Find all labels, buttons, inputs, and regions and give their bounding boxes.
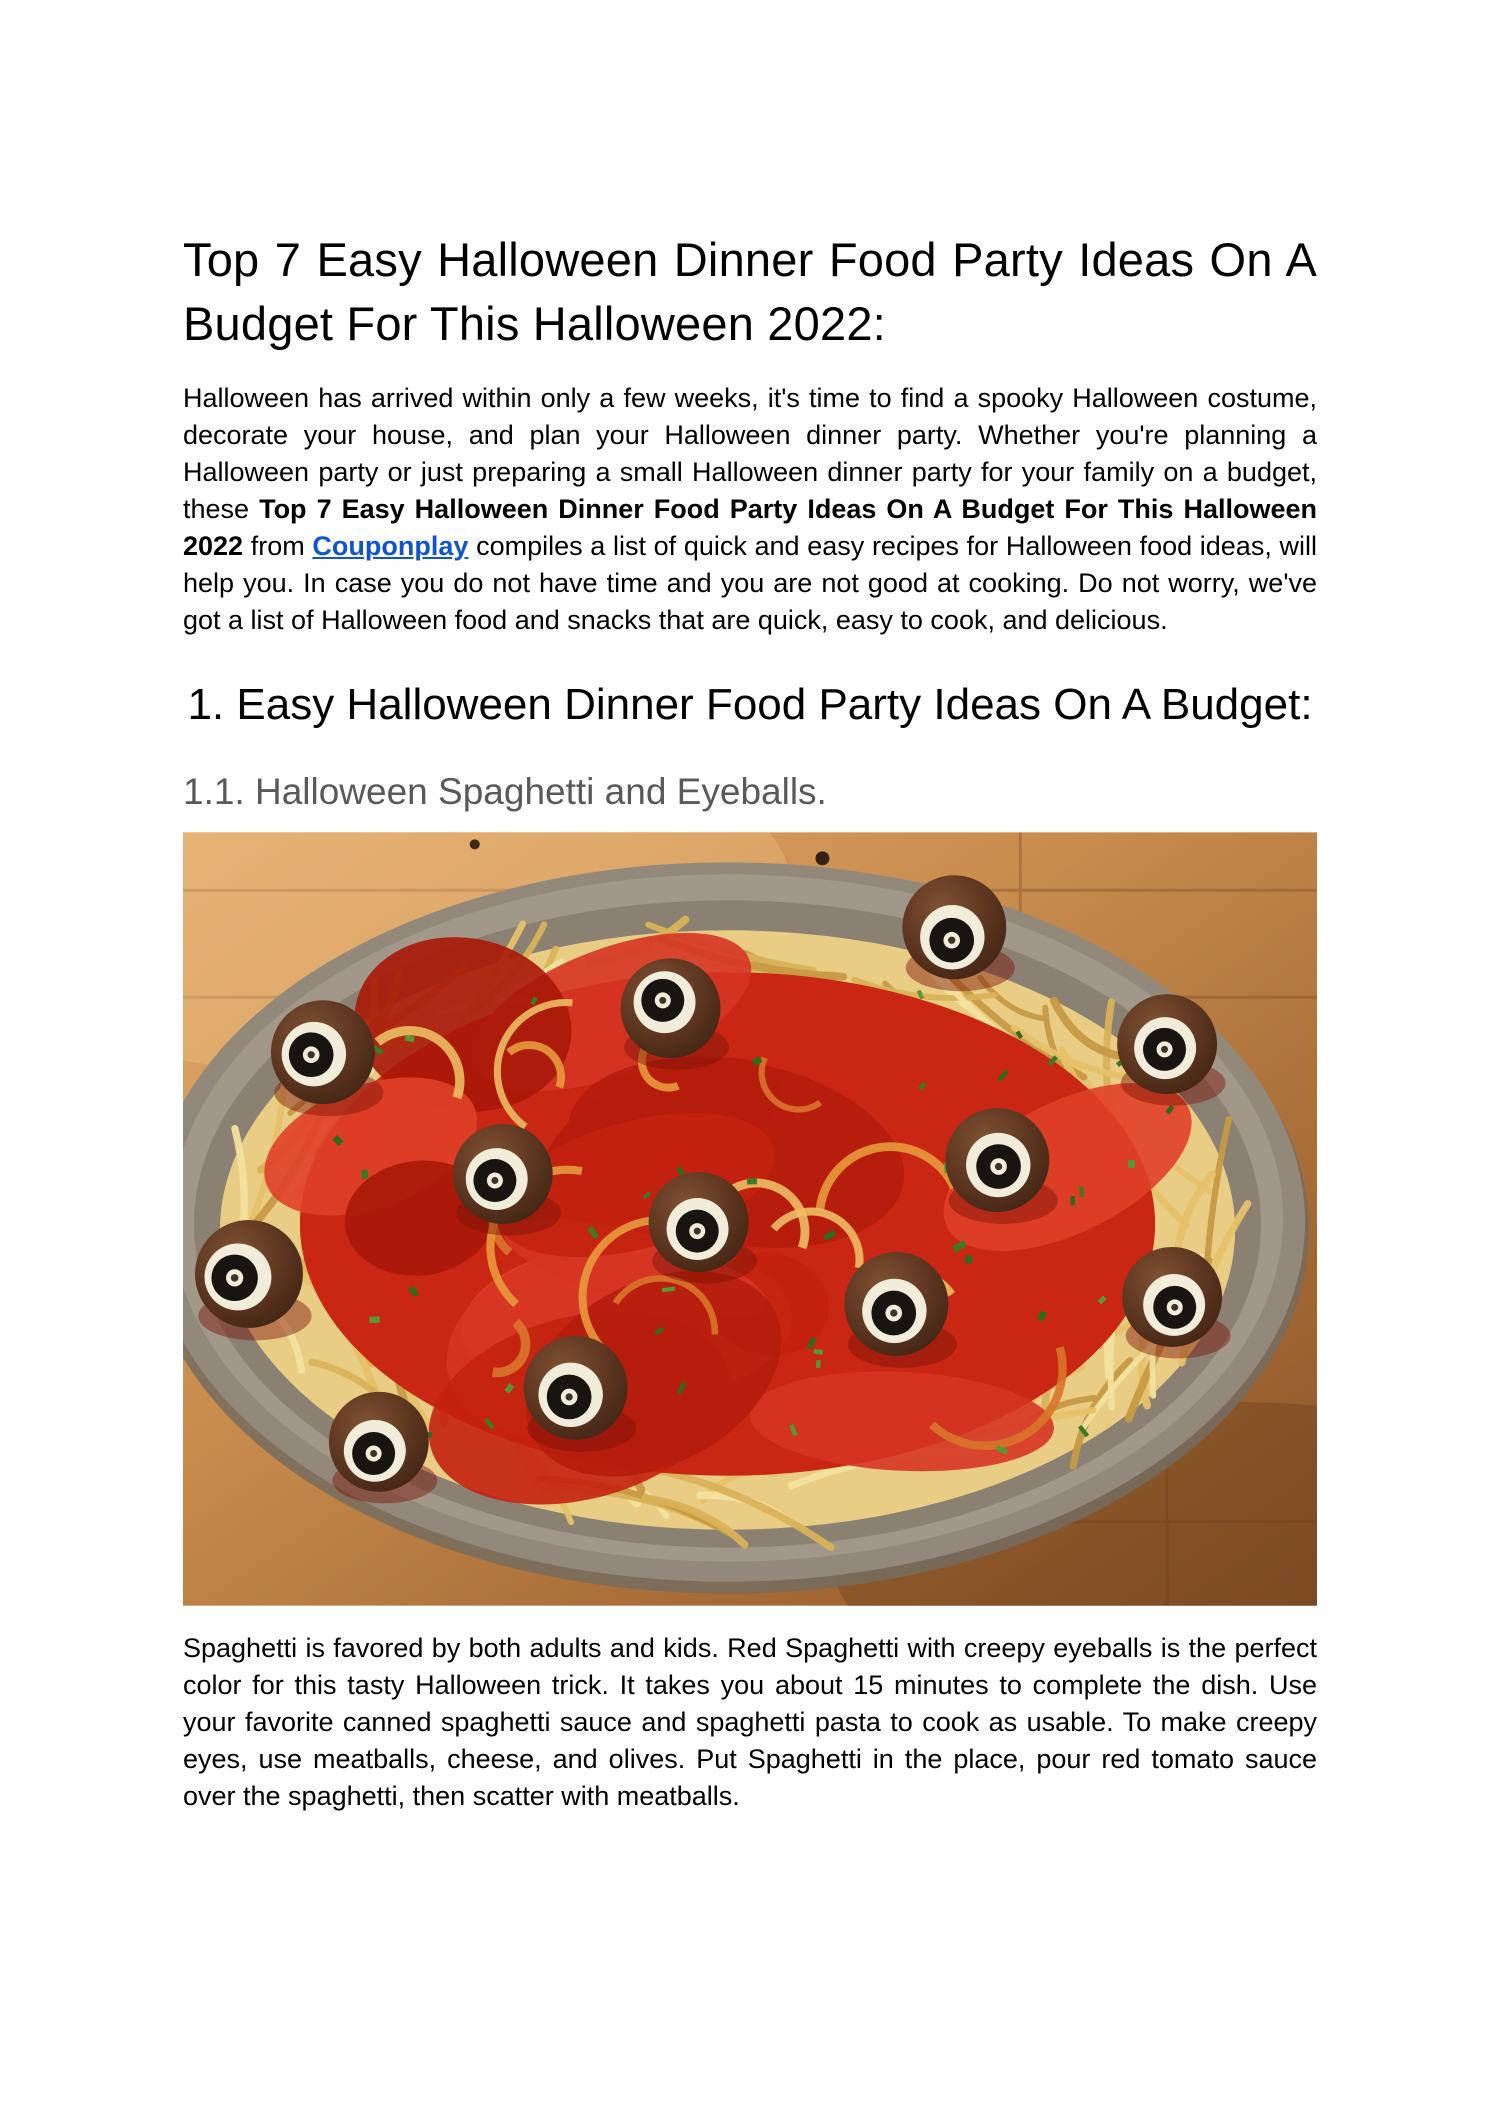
document-content (183, 0, 1317, 1815)
body-text: from (243, 531, 313, 561)
body-text: Halloween has arrived within only a few weeks, it's time to find a spooky Halloween costume, decorate your house, and plan your Halloween dinner party. Whether you're planning a Halloween party or just preparing a small Halloween dinner party for your family on a budget, these (183, 383, 1317, 524)
article-title: Top 7 Easy Halloween Dinner Food Party Ideas On A Budget For This Halloween 2022: (183, 233, 1317, 350)
body-text: compiles a list of quick and easy recipes for Halloween food ideas, will help you. In case you do not have time and you are not good at cooking. Do not worry, we've got a list of Halloween food and snacks that are quick, easy to cook, and delicious. (183, 531, 1317, 635)
bold-text: Top 7 Easy Halloween Dinner Food Party Ideas On A Budget For This Halloween 2022 (183, 494, 1317, 561)
intro-paragraph (183, 380, 1317, 639)
section-heading: 1. Easy Halloween Dinner Food Party Ideas On A Budget: (187, 680, 1313, 729)
subsection-heading: 1.1. Halloween Spaghetti and Eyeballs. (183, 771, 827, 812)
peppercorn (470, 839, 480, 849)
recipe-photo-figure (183, 832, 1317, 1606)
spaghetti-eyeballs-photo (183, 832, 1317, 1606)
peppercorn (815, 851, 829, 865)
closing-paragraph: Spaghetti is favored by both adults and kids. Red Spaghetti with creepy eyeballs is the perfect color for this tasty Halloween trick. It takes you about 15 minutes to complete the dish. Use your favorite canned spaghetti sauce and spaghetti pasta to cook as usable. To make creepy eyes, use meatballs, cheese, and olives. Put Spaghetti in the place, pour red tomato sauce over the spaghetti, then scatter with meatballs. (183, 1633, 1317, 1811)
couponplay-link[interactable]: Couponplay (312, 531, 469, 561)
